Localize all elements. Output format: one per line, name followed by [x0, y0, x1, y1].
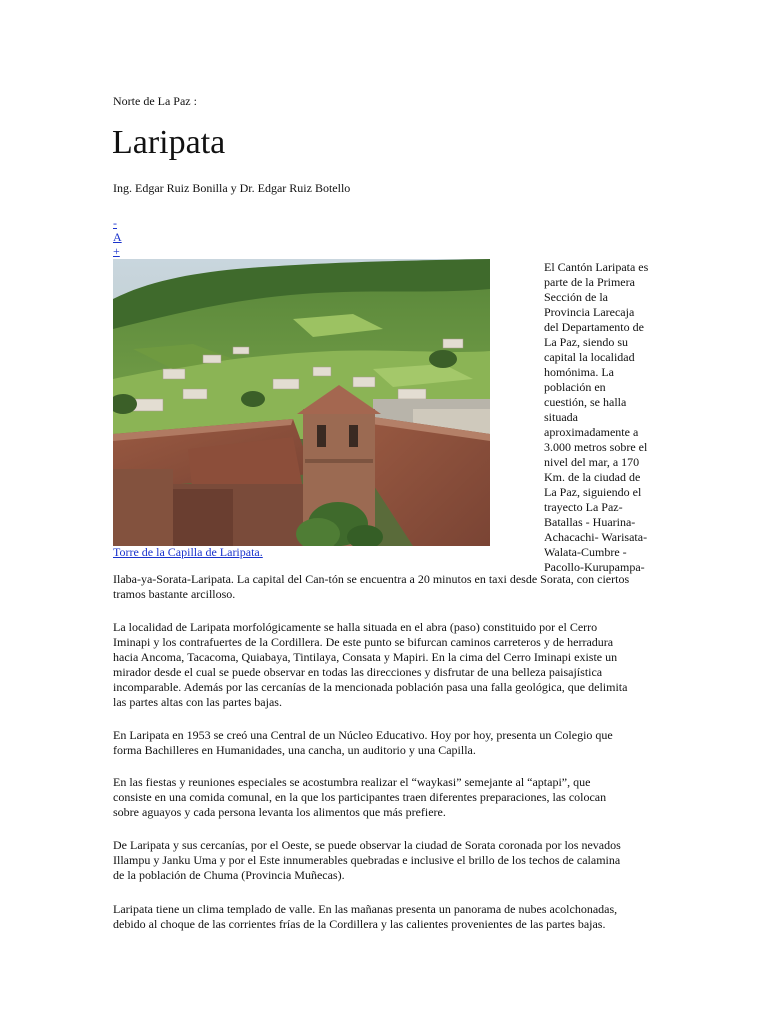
paragraph-line: sobre aguayos y cada persona levanta los alimentos que más prefiere. [113, 805, 446, 819]
intro-line: Sección de la [544, 290, 608, 304]
intro-line: La Paz, siguiendo el [544, 485, 642, 499]
paragraph-education [113, 728, 658, 758]
font-decrease-link[interactable]: - [113, 216, 117, 230]
paragraph-traditions [113, 775, 658, 820]
paragraph-line: forma Bachilleres en Humanidades, una cancha, un auditorio y una Capilla. [113, 743, 476, 757]
intro-line: población en [544, 380, 606, 394]
paragraph-line: Iminapi y los contrafuertes de la Cordillera. De este punto se bifurcan caminos carreteros y de herradura [113, 635, 614, 649]
intro-line: capital la localidad [544, 350, 635, 364]
chapel-tower-photo [113, 259, 490, 546]
intro-line: La Paz, siendo su [544, 335, 628, 349]
paragraph-line: mirador desde el cual se puede observar en todas las direcciones y disfrutar de una belleza paisajística [113, 665, 603, 679]
intro-continuation-line: tramos bastante arcilloso. [113, 587, 236, 601]
font-size-controls [113, 216, 129, 258]
intro-line: Pacollo-Kurupampa- [544, 560, 645, 574]
font-increase-link[interactable]: + [113, 244, 120, 258]
intro-line: 3.000 metros sobre el [544, 440, 648, 454]
photo-caption-link[interactable]: Torre de la Capilla de Laripata. [113, 545, 263, 559]
paragraph-line: De Laripata y sus cercanías, por el Oeste, se puede observar la ciudad de Sorata coronada por los nevados [113, 838, 621, 852]
intro-line: Km. de la ciudad de [544, 470, 641, 484]
intro-line: El Cantón Laripata es [544, 260, 649, 274]
paragraph-line: Laripata tiene un clima templado de valle. En las mañanas presenta un panorama de nubes acolchonadas, [113, 902, 618, 916]
intro-line: trayecto La Paz- [544, 500, 623, 514]
intro-line: homónima. La [544, 365, 614, 379]
font-reset-link[interactable]: A [113, 230, 122, 244]
intro-line: Batallas - Huarina- [544, 515, 636, 529]
paragraph-line: En Laripata en 1953 se creó una Central de un Núcleo Educativo. Hoy por hoy, presenta un Colegio que [113, 728, 613, 742]
intro-continuation-line: Ilaba-ya-Sorata-Laripata. La capital del Can-tón se encuentra a 20 minutos en taxi desde Sorata, con ciertos [113, 572, 630, 586]
paragraph-line: Illampu y Janku Uma y por el Este innumerables quebradas e inclusive el brillo de los techos de calamina [113, 853, 621, 867]
intro-line: Achacachi- Warisata- [544, 530, 648, 544]
intro-line: cuestión, se halla [544, 395, 627, 409]
paragraph-geography [113, 620, 658, 710]
paragraph-line: En las fiestas y reuniones especiales se acostumbra realizar el “waykasi” semejante al “aptapi”, que [113, 775, 591, 789]
paragraph-climate [113, 902, 658, 932]
intro-continuation [113, 572, 673, 602]
intro-line: del Departamento de [544, 320, 644, 334]
intro-line: Provincia Larecaja [544, 305, 635, 319]
intro-line: aproximadamente a [544, 425, 639, 439]
article-title: Laripata [112, 124, 226, 161]
paragraph-line: consiste en una comida comunal, en la que los participantes traen diferentes preparaciones, las colocan [113, 790, 607, 804]
article-byline: Ing. Edgar Ruiz Bonilla y Dr. Edgar Ruiz Botello [113, 181, 351, 195]
intro-line: nivel del mar, a 170 [544, 455, 640, 469]
paragraph-line: debido al choque de las corrientes frías de la Cordillera y las calientes provenientes de las partes bajas. [113, 917, 606, 931]
intro-line: parte de la Primera [544, 275, 635, 289]
intro-side-column [544, 260, 660, 575]
paragraph-line: de la población de Chuma (Provincia Muñecas). [113, 868, 345, 882]
paragraph-line: La localidad de Laripata morfológicamente se halla situada en el abra (paso) constituido por el Cerro [113, 620, 598, 634]
paragraph-views [113, 838, 658, 883]
article-kicker: Norte de La Paz : [113, 94, 197, 108]
paragraph-line: las partes altas con las partes bajas. [113, 695, 282, 709]
intro-line: Walata-Cumbre - [544, 545, 627, 559]
paragraph-line: incomparable. Además por las cercanías de la mencionada población pasa una falla geológica, que delimita [113, 680, 628, 694]
intro-line: situada [544, 410, 578, 424]
paragraph-line: hacia Ancoma, Tacacoma, Quiabaya, Tintilaya, Consata y Mapiri. En la cima del Cerro Iminapi existe un [113, 650, 618, 664]
